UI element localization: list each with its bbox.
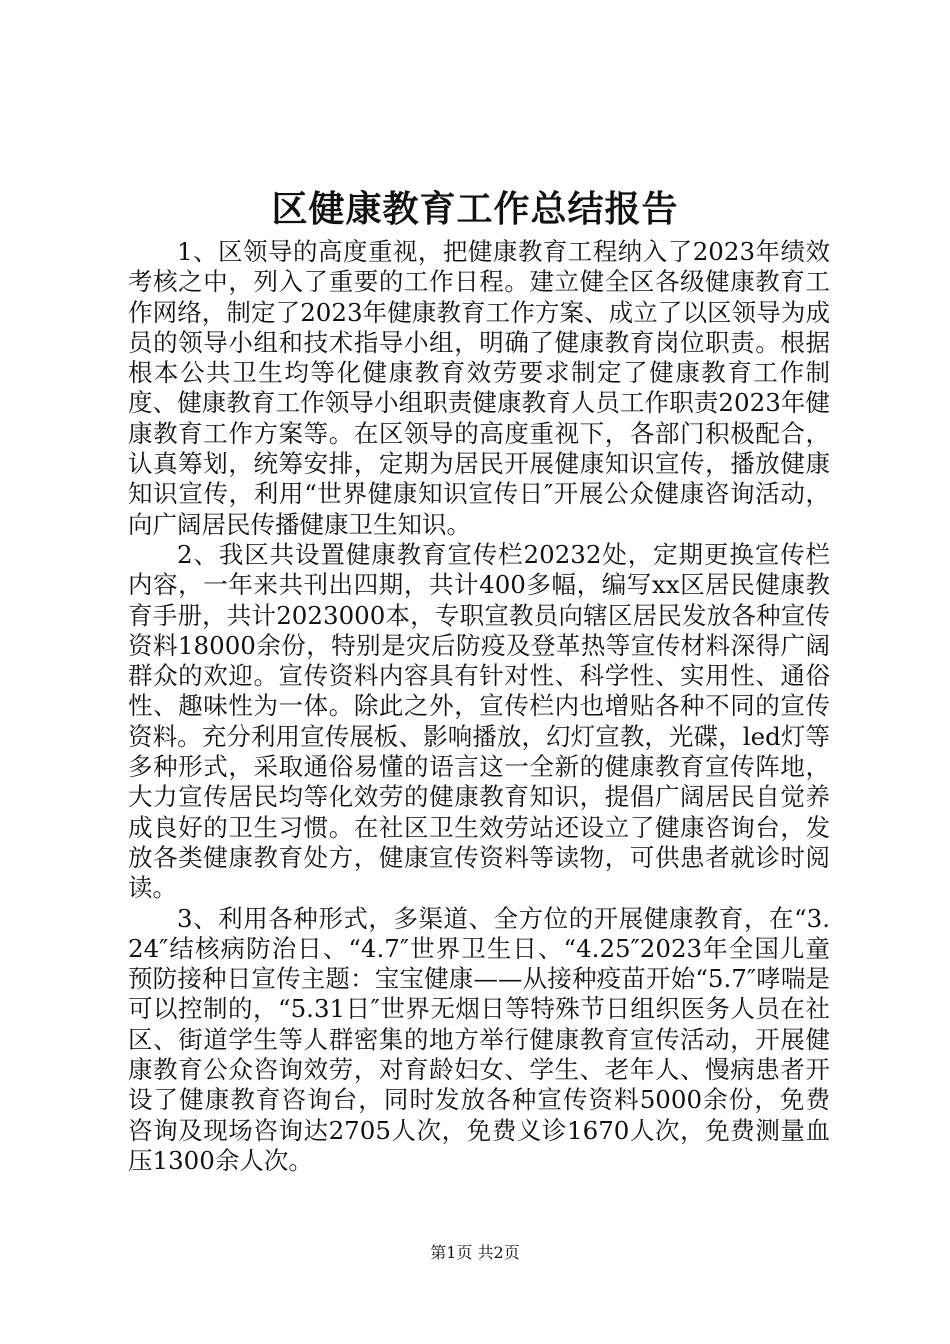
page-footer: 第1页 共2页 [430, 1243, 520, 1262]
paragraph-2: 2、我区共设置健康教育宣传栏20232处，定期更换宣传栏内容，一年来共刊出四期，共计400多幅，编写xx区居民健康教育手册，共计2023000本，专职宣教员向辖区居民发放各种宣传资料18000余份，特别是灾后防疫及登革热等宣传材料深得广阔群众的欢迎。宣传资料内容具有针对性、科学性、实用性、通俗性、趣味性为一体。除此之外，宣传栏内也增贴各种不同的宣传资料。充分利用宣传展板、影响播放，幻灯宣教，光碟，led灯等多种形式，采取通俗易懂的语言这一全新的健康教育宣传阵地，大力宣传居民均等化效劳的健康教育知识，提倡广阔居民自觉养成良好的卫生习惯。在社区卫生效劳站还设立了健康咨询台，发放各类健康教育处方，健康宣传资料等读物，可供患者就诊时阅读。 [128, 539, 830, 903]
paragraph-3: 3、利用各种形式，多渠道、全方位的开展健康教育，在“3.24″结核病防治日、“4.7″世界卫生日、“4.25″2023年全国儿童预防接种日宣传主题：宝宝健康——从接种疫苗开始“5.7″哮喘是可以控制的，“5.31日″世界无烟日等特殊节日组织医务人员在社区、街道学生等人群密集的地方举行健康教育宣传活动，开展健康教育公众咨询效劳，对育龄妇女、学生、老年人、慢病患者开设了健康教育咨询台，同时发放各种宣传资料5000余份，免费 咨询及现场咨询达2705人次，免费义诊1670人次，免费测量血压1300余人次。 [128, 903, 879, 1175]
document-title: 区健康教育工作总结报告 [271, 188, 679, 230]
document-body [128, 237, 879, 1176]
paragraph-1: 1、区领导的高度重视，把健康教育工程纳入了2023年绩效考核之中，列入了重要的工作日程。建立健全区各级健康教育工作网络，制定了2023年健康教育工作方案、成立了以区领导为成员的领导小组和技术指导小组，明确了健康教育岗位职责。根据根本公共卫生均等化健康教育效劳要求制定了健康教育工作制度、健康教育工作领导小组职责健康教育人员工作职责2023年健康教育工作方案等。在区领导的高度重视下，各部门积极配合，认真筹划，统筹安排，定期为居民开展健康知识宣传，播放健康知识宣传，利用“世界健康知识宣传日″开展公众健康咨询活动，向广阔居民传播健康卫生知识。 [128, 237, 830, 539]
